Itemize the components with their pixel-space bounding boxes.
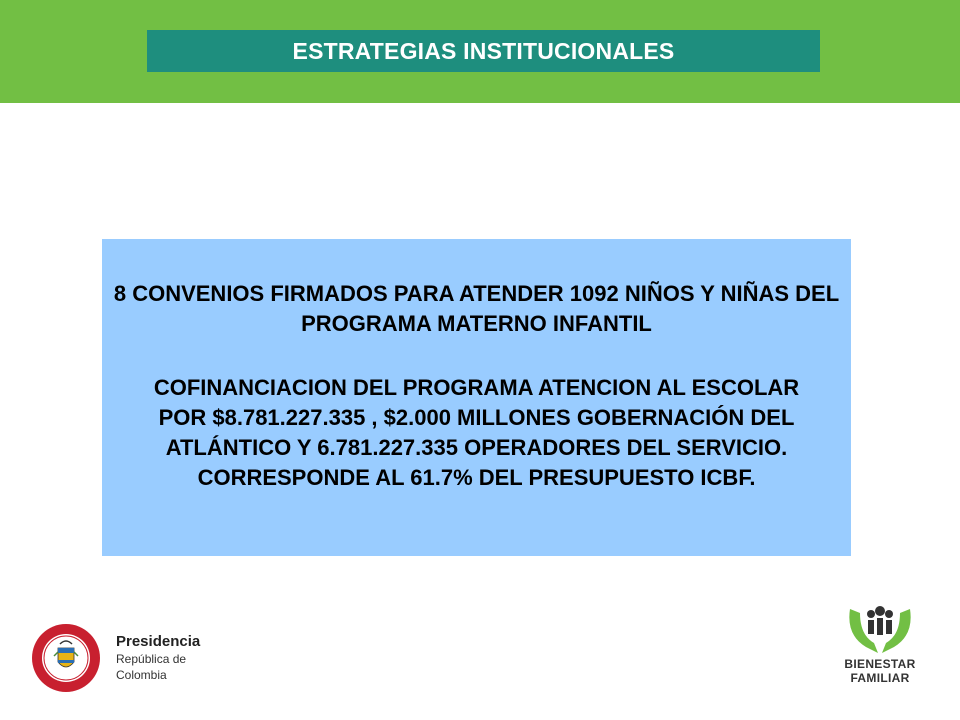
agreements-text: 8 CONVENIOS FIRMADOS PARA ATENDER 1092 NIÑOS Y NIÑAS DEL PROGRAMA MATERNO INFANTIL [113,281,840,336]
cofinancing-detail: COFINANCIACION DEL PROGRAMA ATENCION AL ESCOLAR POR $8.781.227.335 , $2.000 MILLONES GOBERNACIÓN DEL ATLÁNTICO Y 6.781.227.335 OPERADORES DEL SERVICIO. [153,375,800,460]
bienestar-line-1: BIENESTAR [844,657,916,671]
cofinancing-text [147,373,807,493]
title-bar [147,30,820,72]
bienestar-familiar-logo [840,601,920,696]
budget-share-text: CORRESPONDE AL 61.7% DEL PRESUPUESTO ICBF. [197,465,756,490]
presidencia-logo [30,623,236,693]
bienestar-line-2: FAMILIAR [850,671,910,685]
page-title: ESTRATEGIAS INSTITUCIONALES [292,37,675,64]
presidencia-subtitle: República de Colombia [116,652,187,682]
presidencia-name: Presidencia [116,633,201,650]
presidencia-text [116,633,236,683]
colombia-seal-icon [30,622,102,694]
content-box [102,239,851,556]
family-hands-icon [844,601,916,657]
